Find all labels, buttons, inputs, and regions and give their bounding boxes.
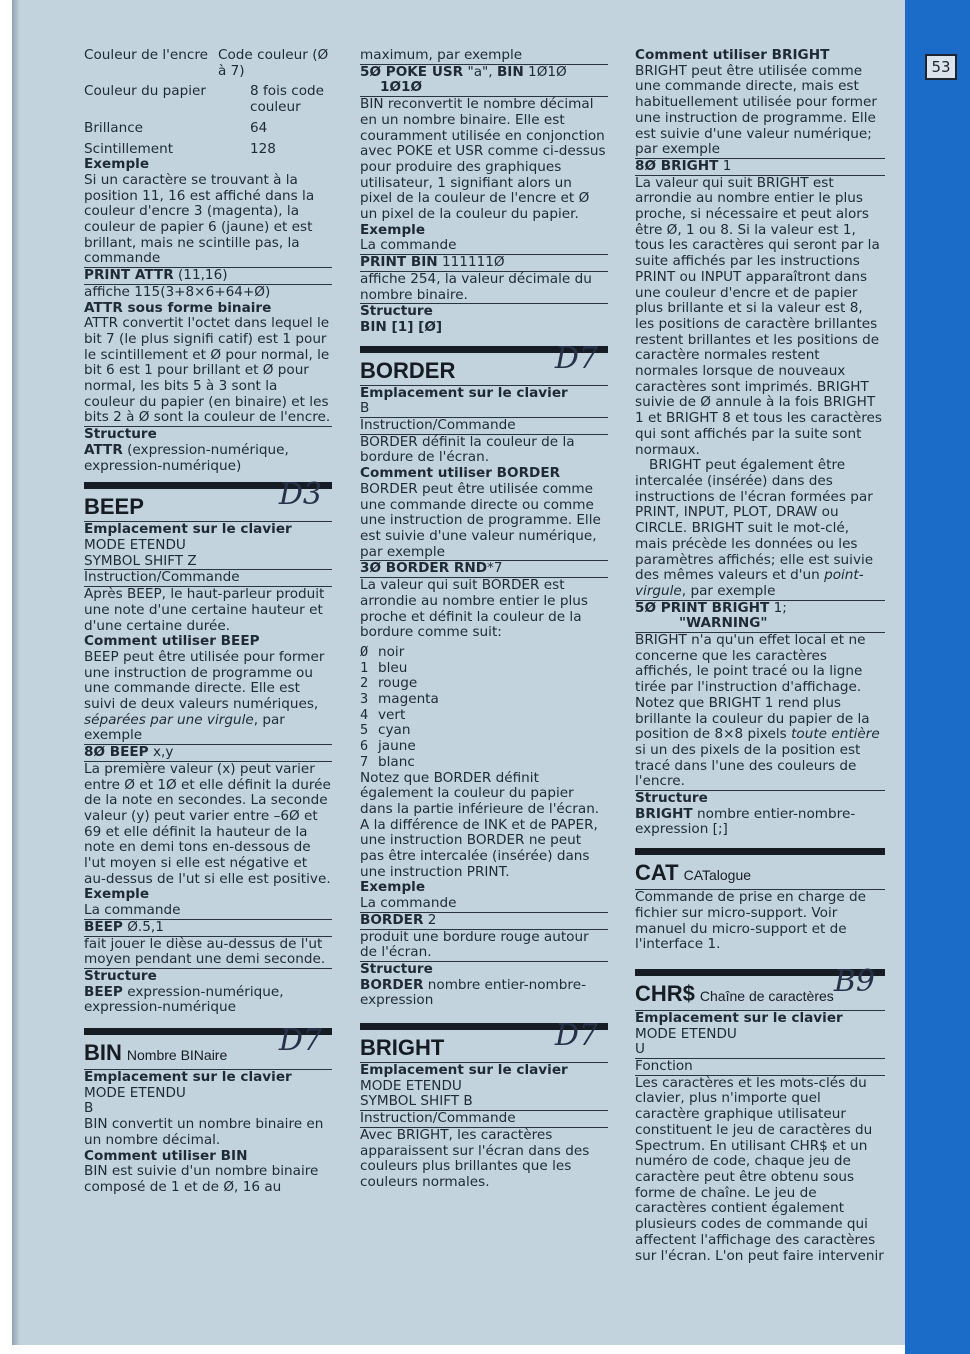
- color-number: 7: [360, 753, 369, 770]
- structure-heading: Structure: [635, 790, 708, 807]
- section-title-text: BRIGHT: [360, 1035, 445, 1061]
- structure-args: (expression-numérique, expression-numérique): [84, 441, 289, 474]
- table-row: [84, 137, 332, 158]
- list-item: [360, 755, 608, 771]
- color-number: 1: [360, 659, 369, 676]
- result-text: affiche 254, la valeur décimale du nombre binaire.: [360, 272, 608, 304]
- structure-args: expression-numérique, expression-numérique: [84, 983, 284, 1016]
- handwritten-note: D7: [278, 1023, 322, 1059]
- attr-label: Brillance: [84, 119, 144, 136]
- code-line: [635, 601, 885, 617]
- section-title-text: BORDER: [360, 357, 456, 383]
- section-title-text: CAT: [635, 860, 679, 886]
- structure-heading: Structure: [360, 960, 433, 977]
- attr-value: 128: [250, 140, 276, 157]
- structure-keyword: BRIGHT: [635, 805, 693, 822]
- list-item: [360, 708, 608, 724]
- comment-heading: Comment utiliser BIN: [84, 1147, 248, 1164]
- list-item: [360, 739, 608, 755]
- exemple-heading: Exemple: [360, 221, 426, 238]
- structure-text: [84, 985, 332, 1016]
- color-number: 5: [360, 722, 369, 739]
- exemple-heading: Exemple: [84, 886, 150, 903]
- text-span: si un des pixels de la position est tracé dans l'une des couleurs de l'encre.: [635, 741, 861, 790]
- text-span: BRIGHT n'a qu'un effet local et ne concerne que les caractères affichés, le point tracé ou la ligne tirée par l'instruction d'affichage. Notez que BRIGHT 1 rend plus brillante la couleur du papier de la position de 8×8 pixels: [635, 632, 870, 743]
- handwritten-note: B9: [833, 963, 875, 999]
- color-number: 6: [360, 738, 369, 755]
- color-number: 3: [360, 691, 369, 708]
- text-span: , par exemple: [681, 582, 776, 599]
- color-name: blanc: [378, 753, 415, 770]
- list-item: [360, 676, 608, 692]
- color-name: bleu: [378, 659, 408, 676]
- code-keyword: 8Ø BRIGHT: [635, 157, 719, 174]
- list-item: [360, 692, 608, 708]
- text-span: BEEP peut être utilisée pour former une instruction de programme ou une commande directe. Elle est suivi de deux valeurs numériques,: [84, 648, 325, 713]
- color-name: rouge: [378, 675, 418, 692]
- exemple-text: La commande: [360, 238, 608, 255]
- code-args: 1: [718, 157, 732, 174]
- code-args: 2: [423, 911, 437, 928]
- code-keyword: 5Ø POKE USR: [360, 63, 464, 80]
- exemple-text: La commande: [360, 896, 608, 913]
- structure-heading: Structure: [84, 426, 157, 443]
- structure-text: BIN [1] [Ø]: [360, 318, 443, 335]
- binaire-text: ATTR convertit l'octet dans lequel le bit 7 (le plus signifi catif) est 1 pour le scintillement et Ø pour normal, le bit 6 est 1 pour brillant et Ø pour normal, les bits 5 à 3 sont la couleur du papier (en binaire) et les bits 2 à Ø sont la couleur de l'encre.: [84, 315, 331, 426]
- result-text: produit une bordure rouge autour de l'écran.: [360, 930, 608, 962]
- attr-value: 64: [250, 119, 268, 136]
- code-args: 1;: [769, 599, 787, 616]
- column-3: [635, 48, 885, 1264]
- explanation: La première valeur (x) peut varier entre Ø et 1Ø et elle définit la durée de la note en secondes. La seconde valeur (y) peut varier entre –6Ø et 69 et elle définit la hauteur de la note en demi tons en-dessous de l'ut moyen si elle est négative et au-dessus de l'ut si elle est positive.: [84, 760, 331, 887]
- structure-keyword: BORDER: [360, 976, 424, 993]
- color-name: vert: [378, 706, 406, 723]
- code-line: [84, 920, 332, 937]
- structure-keyword: ATTR: [84, 441, 123, 458]
- section-title-text: CHR$: [635, 980, 695, 1006]
- description: Avec BRIGHT, les caractères apparaissent sur l'écran dans des couleurs plus brillantes que les couleurs normales.: [360, 1126, 590, 1190]
- attr-label: Couleur de l'encre: [84, 47, 209, 63]
- structure-text: [360, 978, 608, 1009]
- code-keyword: 5Ø PRINT BRIGHT: [635, 599, 770, 616]
- comment-text: BRIGHT peut être utilisée comme une commande directe, mais est habituellement utilisée pour former une instruction de programme. Elle est suivie d'une valeur numérique; par exemple: [635, 64, 885, 159]
- color-number: 2: [360, 675, 369, 692]
- structure-args: nombre entier-nombre-expression: [360, 976, 586, 1009]
- table-row: [84, 48, 332, 79]
- code-line: [360, 65, 608, 81]
- emplacement-heading: Emplacement sur le clavier: [360, 384, 568, 401]
- description: BORDER définit la couleur de la bordure de l'écran.: [360, 433, 575, 466]
- section-subtitle: CATalogue: [683, 867, 752, 884]
- handwritten-note: D7: [554, 340, 598, 376]
- structure-heading: Structure: [84, 967, 157, 984]
- structure-text: [84, 443, 332, 474]
- exemple-heading: Exemple: [84, 156, 150, 173]
- section-title-text: BEEP: [84, 494, 144, 520]
- italic-span: point-virgule: [635, 567, 864, 599]
- emplacement-heading: Emplacement sur le clavier: [84, 1069, 292, 1086]
- code-args: Ø.5,1: [122, 918, 164, 935]
- text-span: BRIGHT peut également être intercalée (insérée) dans des instructions de l'écran formées par PRINT, INPUT, PLOT, DRAW ou CIRCLE. BRIGHT suit le mot-clé, mais précède les données ou les paramètres affichés; elle est suivie des mêmes valeurs et d'un: [635, 457, 874, 584]
- code-keyword: PRINT ATTR: [84, 267, 174, 284]
- code-line-continued: "WARNING": [635, 616, 885, 633]
- note-text: Notez que BORDER définit également la couleur du papier dans la partie inférieure de l'écran. A la différence de INK et de PAPER, une instruction BORDER ne peut pas être intercalée (insérée) dans une instruction PRINT.: [360, 769, 600, 880]
- emplacement-line: MODE ETENDU: [360, 1077, 462, 1094]
- code-args: (11,16): [173, 267, 228, 284]
- italic-span: toute entière: [791, 726, 880, 743]
- column-2: [360, 48, 608, 1191]
- emplacement-line: MODE ETENDU: [84, 536, 186, 553]
- emplacement-heading: Emplacement sur le clavier: [635, 1009, 843, 1026]
- code-line: [84, 268, 332, 285]
- exemple-text: Si un caractère se trouvant à la position 11, 16 est affiché dans la couleur d'encre 3 (magenta), la couleur de papier 6 (jaune) et est brillant, mais ne scintille pas, la commande: [84, 173, 332, 268]
- code-line-continued: 1Ø1Ø: [360, 80, 608, 97]
- code-line: [360, 913, 608, 930]
- structure-args: nombre entier-nombre-expression [;]: [635, 805, 856, 838]
- emplacement-line: MODE ETENDU: [635, 1025, 737, 1042]
- text-span: , par exemple: [84, 711, 285, 744]
- blue-page-edge: [905, 0, 970, 1354]
- border-color-list: [360, 645, 608, 771]
- italic-span: séparées par une virgule: [84, 711, 254, 728]
- emplacement-line: SYMBOL SHIFT B: [360, 1094, 608, 1111]
- emplacement-line: B: [84, 1100, 94, 1117]
- exemple-heading: Exemple: [360, 879, 426, 896]
- code-keyword: BIN: [496, 63, 524, 80]
- result-text: affiche 115(3+8×6+64+Ø): [84, 283, 271, 300]
- description: Après BEEP, le haut-parleur produit une note d'une certaine hauteur et d'une certaine durée.: [84, 586, 325, 634]
- result-text: fait jouer le dièse au-dessus de l'ut moyen pendant une demi seconde.: [84, 937, 332, 969]
- comment-text: [84, 650, 332, 745]
- comment-heading: Comment utiliser BRIGHT: [635, 47, 830, 63]
- code-args: 1Ø1Ø: [523, 63, 567, 80]
- handwritten-note: D7: [554, 1018, 598, 1054]
- color-name: noir: [378, 643, 405, 660]
- comment-text: BIN est suivie d'un nombre binaire composé de 1 et de Ø, 16 au: [84, 1163, 319, 1195]
- code-keyword: BORDER: [360, 911, 424, 928]
- attr-label: Couleur du papier: [84, 83, 206, 100]
- beep-section: [84, 477, 332, 1016]
- comment-heading: Comment utiliser BEEP: [84, 633, 260, 650]
- column-1: [84, 48, 332, 1196]
- color-name: magenta: [378, 691, 439, 708]
- attr-value: Code couleur (Ø à 7): [218, 47, 329, 79]
- chr-section: [635, 963, 885, 1264]
- exemple-text: La commande: [84, 903, 332, 920]
- code-keyword: BEEP: [84, 918, 123, 935]
- bright-section: [360, 1018, 608, 1191]
- code-line: [360, 561, 608, 578]
- emplacement-heading: Emplacement sur le clavier: [360, 1062, 568, 1079]
- code-args: *7: [487, 560, 503, 577]
- description: Les caractères et les mots-clés du clavier, plus n'importe quel caractère graphique utilisateur constituent le jeu de caractères du Spectrum. En utilisant CHR$ et un numéro de code, chaque jeu de caractère peut être obtenu sous forme de chaîne. Le jeu de caractères contient également plusieurs codes de commande qui affectent l'affichage des caractères sur l'écran. L'on peut faire intervenir: [635, 1074, 884, 1264]
- type-label: Instruction/Commande: [360, 418, 608, 435]
- code-keyword: 8Ø BEEP: [84, 744, 149, 761]
- structure-keyword: BEEP: [84, 983, 123, 1000]
- comment-heading: Comment utiliser BORDER: [360, 465, 561, 482]
- attr-value: 8 fois code couleur: [250, 83, 325, 116]
- list-item: [360, 661, 608, 677]
- type-label: Instruction/Commande: [360, 1111, 608, 1128]
- table-row: [84, 116, 332, 137]
- attr-label: Scintillement: [84, 140, 174, 157]
- structure-text: [635, 807, 885, 838]
- type-label: Fonction: [635, 1059, 885, 1076]
- explanation-2: [635, 458, 885, 600]
- cat-section: [635, 848, 885, 953]
- code-args: "a",: [463, 63, 497, 80]
- color-name: jaune: [378, 738, 416, 755]
- table-row: [84, 79, 332, 115]
- explanation: La valeur qui suit BORDER est arrondie au nombre entier le plus proche et définit la couleur de la bordure comme suit:: [360, 577, 588, 641]
- code-args: 111111Ø: [437, 254, 505, 271]
- section-subtitle: Chaîne de caractères: [699, 987, 834, 1004]
- structure-heading: Structure: [360, 303, 433, 320]
- binaire-heading: ATTR sous forme binaire: [84, 299, 272, 316]
- explanation: La valeur qui suit BRIGHT est arrondie au nombre entier le plus proche, si nécessaire et peut alors être Ø, 1 ou 8. Si la valeur est 1, tous les caractères qui seront par la suite affichés par les instructions PRINT ou INPUT apparaîtront dans une couleur d'encre et de papier plus brillante et si la valeur est 8, les positions de caractère brillantes restent brillantes et les positions de caractère normales restent normales lorsque de nouveaux caractères sont imprimés. BRIGHT suivie de Ø annule à la fois BRIGHT 1 et BRIGHT 8 et tous les caractères qui sont affichés par la suite sont normaux.: [635, 174, 882, 458]
- handwritten-note: D3: [278, 477, 322, 513]
- explanation: BIN reconvertit le nombre décimal en un nombre binaire. Elle est couramment utilisée en conjonction avec POKE et USR comme ci-dessus pour produire des graphiques utilisateur, 1 signifiant alors un pixel de la couleur de l'encre et Ø un pixel de la couleur du papier.: [360, 96, 606, 223]
- color-number: Ø: [360, 643, 369, 660]
- code-args: x,y: [148, 744, 174, 761]
- border-section: [360, 340, 608, 1009]
- code-keyword: PRINT BIN: [360, 254, 438, 271]
- section-title-text: BIN: [84, 1040, 122, 1066]
- emplacement-line: B: [360, 401, 608, 418]
- code-line: [635, 159, 885, 176]
- explanation-3: [635, 633, 885, 791]
- emplacement-heading: Emplacement sur le clavier: [84, 521, 292, 538]
- code-line: [360, 255, 608, 272]
- emplacement-line: MODE ETENDU: [84, 1084, 186, 1101]
- continued-text: maximum, par exemple: [360, 48, 608, 65]
- code-keyword: 3Ø BORDER RND: [360, 560, 488, 577]
- page-binding-shadow: [12, 0, 20, 1345]
- color-name: cyan: [378, 722, 411, 739]
- list-item: [360, 723, 608, 739]
- emplacement-line: U: [635, 1042, 885, 1059]
- bin-section: [84, 1023, 332, 1196]
- cat-title: [635, 859, 885, 890]
- list-item: [360, 645, 608, 661]
- section-subtitle: Nombre BINaire: [126, 1047, 228, 1064]
- description: BIN convertit un nombre binaire en un nombre décimal.: [84, 1116, 324, 1148]
- code-line: [84, 745, 332, 762]
- page-number: 53: [925, 54, 957, 80]
- color-number: 4: [360, 706, 369, 723]
- comment-text: BORDER peut être utilisée comme une commande directe ou comme une instruction de programme. Elle est suivie d'une valeur numérique, par exemple: [360, 482, 608, 562]
- description: Commande de prise en charge de fichier sur micro-support. Voir manuel du micro-support et de l'interface 1.: [635, 889, 867, 953]
- attr-values-table: [84, 48, 332, 157]
- type-label: Instruction/Commande: [84, 570, 332, 587]
- emplacement-line: SYMBOL SHIFT Z: [84, 554, 332, 571]
